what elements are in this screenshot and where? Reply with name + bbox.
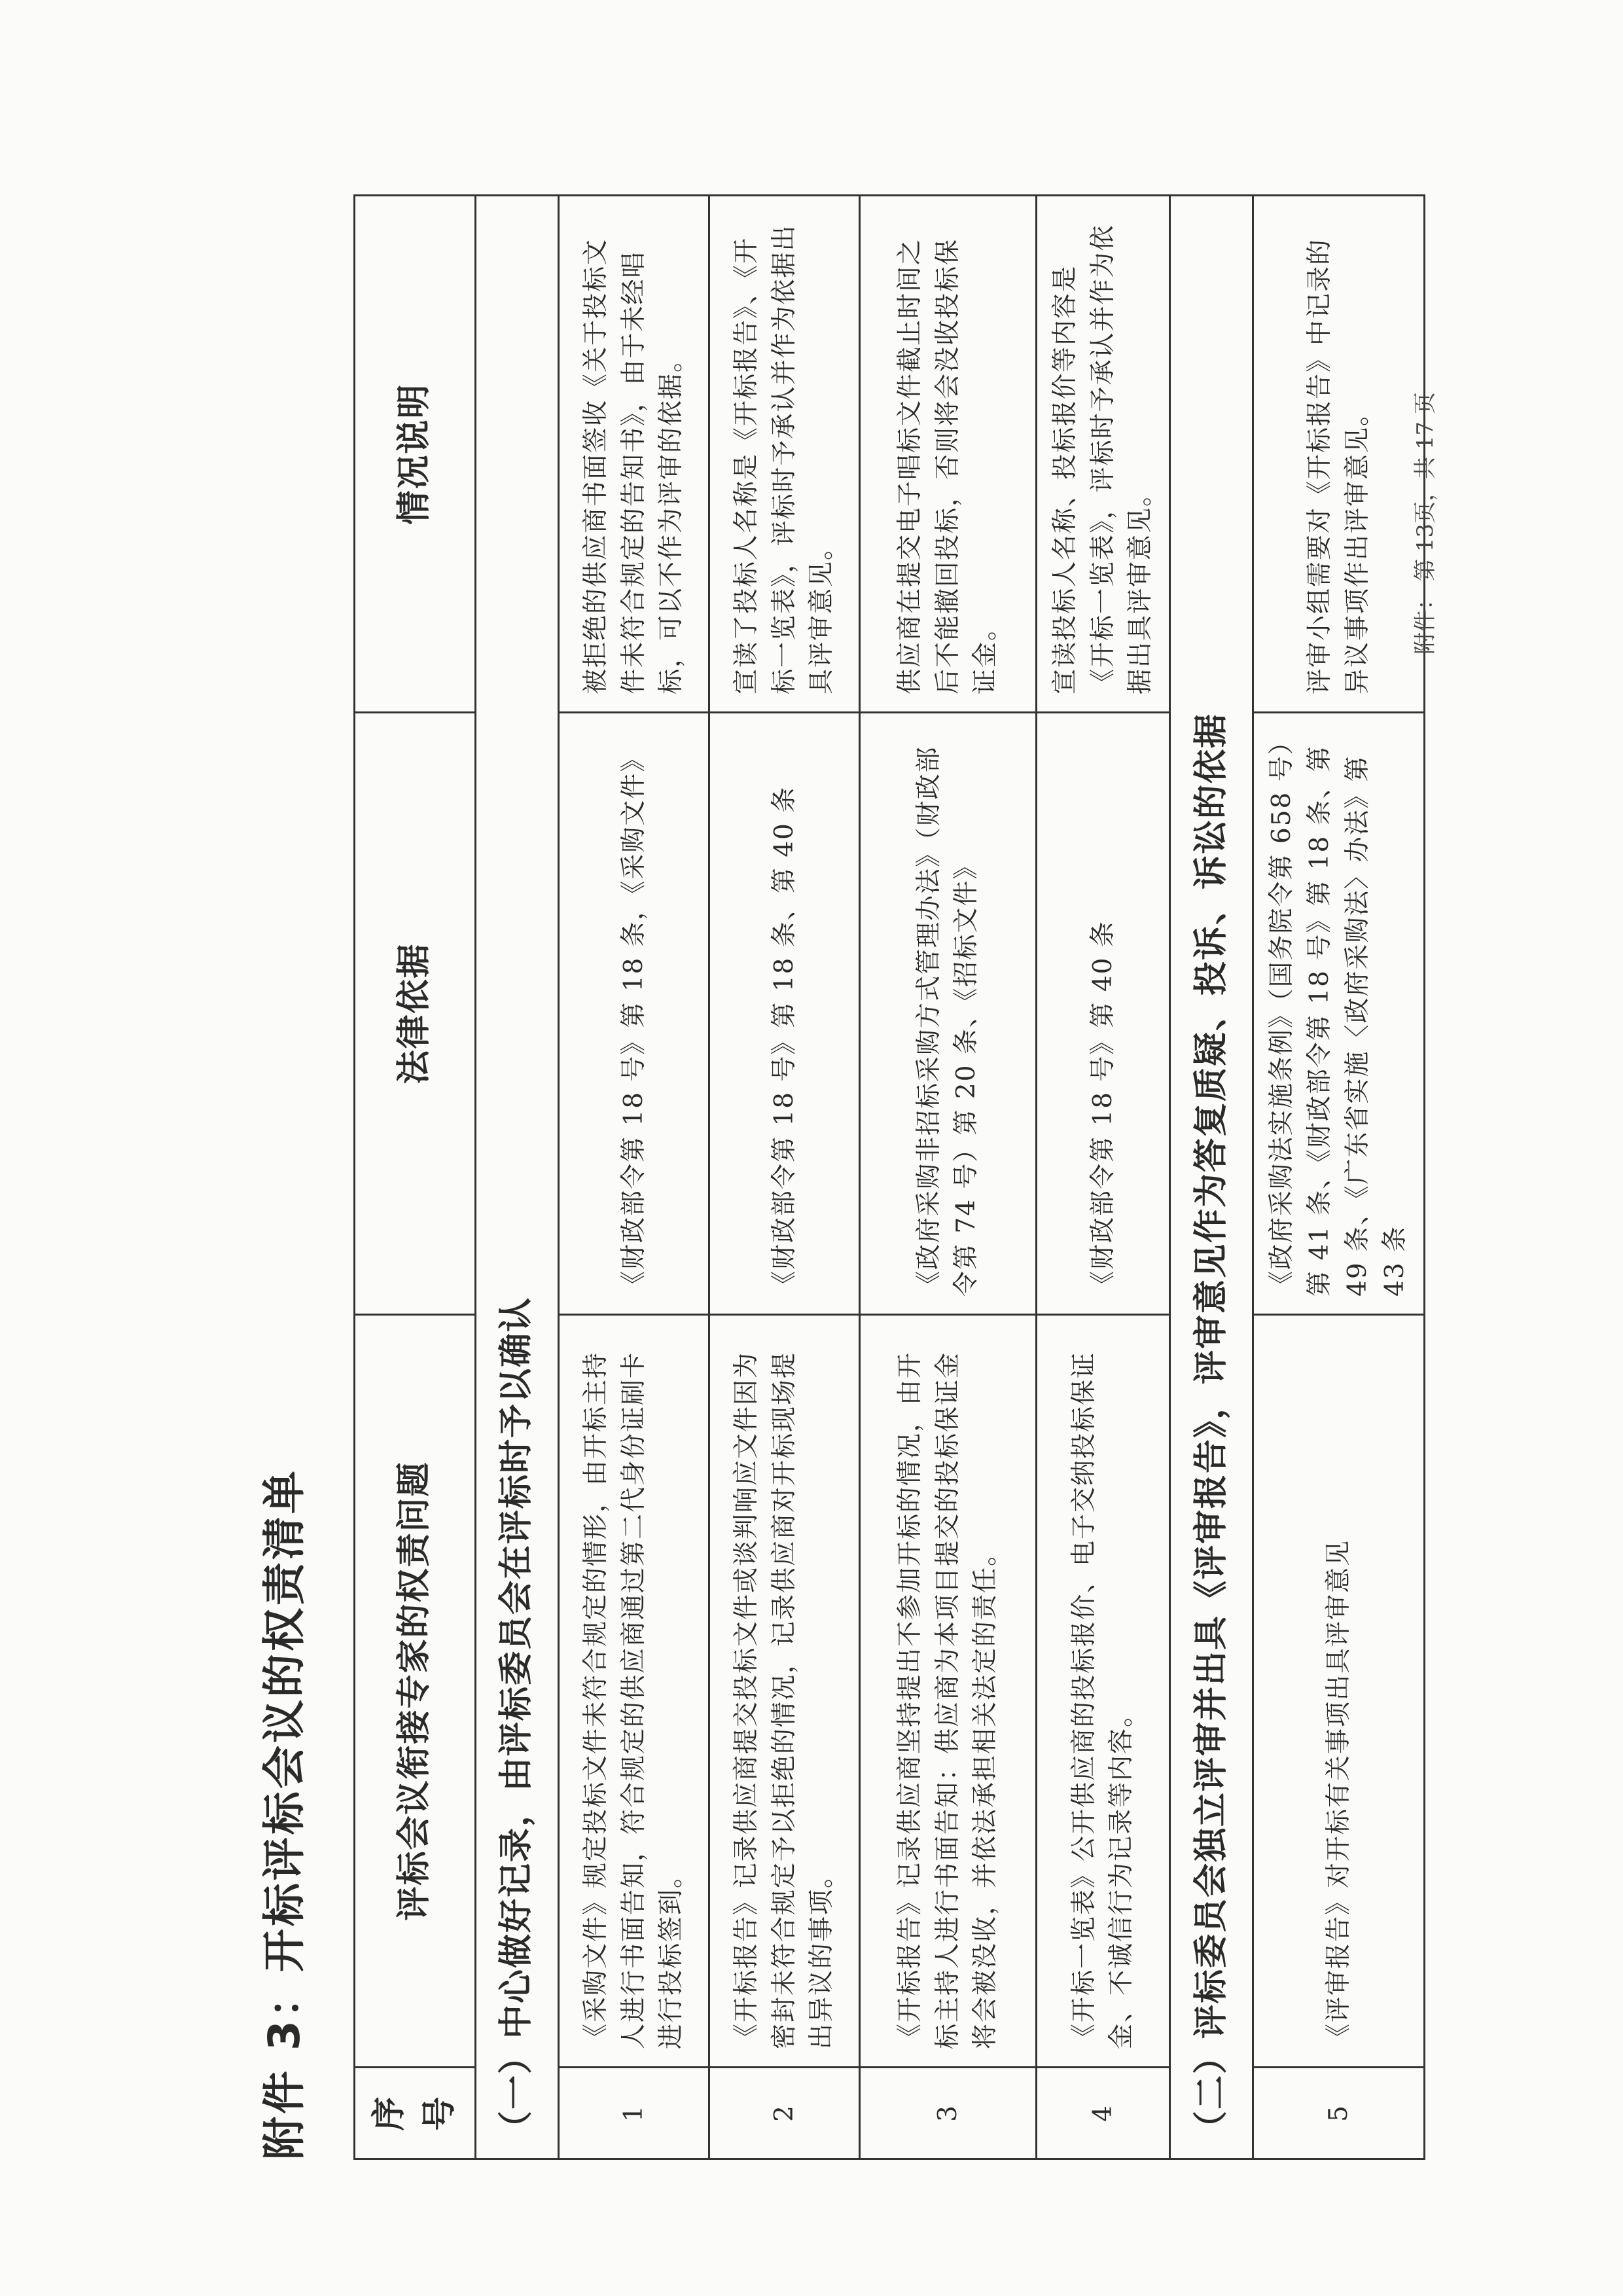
row-issue: 《开标报告》记录供应商坚持提出不参加开标的情况，由开标主持人进行书面告知：供应商为本项目提交的投标保证金将会被没收，并依法承担相关法定的责任。 (859, 1315, 1036, 2068)
table-row (1036, 196, 1169, 2159)
row-num: 1 (558, 2068, 709, 2159)
row-basis: 《财政部令第 18 号》第 40 条 (1036, 713, 1169, 1315)
row-note: 评审小组需要对《开标报告》中记录的异议事项作出评审意见。 (1253, 196, 1425, 713)
row-basis: 《财政部令第 18 号》第 18 条、第 40 条 (709, 713, 859, 1315)
row-issue: 《采购文件》规定投标文件未符合规定的情形，由开标主持人进行书面告知，符合规定的供应商通过第二代身份证刷卡进行投标签到。 (558, 1315, 709, 2068)
header-issue: 评标会议衔接专家的权责问题 (355, 1315, 476, 2068)
row-num: 2 (709, 2068, 859, 2159)
section-title: （一）中心做好记录，由评标委员会在评标时予以确认 (475, 196, 558, 2159)
page-footer (1407, 392, 1439, 661)
page-number: 第 13页，共 17 页 (1412, 392, 1438, 581)
row-num: 3 (859, 2068, 1036, 2159)
table-row (558, 196, 709, 2159)
section-row (1170, 196, 1253, 2159)
row-note: 宣读了投标人名称是《开标报告》、《开标一览表》，评标时予承认并作为依据出具评审意见。 (709, 196, 859, 713)
table-header-row (355, 196, 476, 2159)
responsibility-table (353, 194, 1425, 2160)
row-note: 被拒绝的供应商书面签收《关于投标文件未符合规定的告知书》，由于未经唱标，可以不作为评审的依据。 (558, 196, 709, 713)
section-title: （二）评标委员会独立评审并出具《评审报告》，评审意见作为答复质疑、投诉、诉讼的依据 (1170, 196, 1253, 2159)
row-issue: 《评审报告》对开标有关事项出具评审意见 (1253, 1315, 1425, 2068)
table-row (709, 196, 859, 2159)
row-issue: 《开标报告》记录供应商提交投标文件或谈判响应文件因为密封未符合规定予以拒绝的情况，记录供应商对开标现场提出异议的事项。 (709, 1315, 859, 2068)
page-title: 附件 3：开标评标会议的权责清单 (259, 1468, 310, 2160)
footer-label: 附件： (1412, 588, 1438, 655)
row-basis: 《政府采购非招标采购方式管理办法》（财政部令第 74 号）第 20 条、《招标文件》 (859, 713, 1036, 1315)
row-note: 宣读投标人名称、投标报价等内容是《开标一览表》，评标时予承认并作为依据出具评审意见。 (1036, 196, 1169, 713)
header-note: 情况说明 (355, 196, 476, 713)
rotated-page (236, 196, 1453, 2160)
row-basis: 《财政部令第 18 号》第 18 条，《采购文件》 (558, 713, 709, 1315)
row-issue: 《开标一览表》公开供应商的投标报价、电子交纳投标保证金、不诚信行为记录等内容。 (1036, 1315, 1169, 2068)
row-basis: 《政府采购法实施条例》（国务院令第 658 号）第 41 条、《财政部令第 18 号》第 18 条、第 49 条、《广东省实施〈政府采购法〉办法》第 43 条 (1253, 713, 1425, 1315)
table-row (859, 196, 1036, 2159)
section-row (475, 196, 558, 2159)
table-row (1253, 196, 1425, 2159)
header-basis: 法律依据 (355, 713, 476, 1315)
row-note: 供应商在提交电子唱标文件截止时间之后不能撤回投标，否则将会没收投标保证金。 (859, 196, 1036, 713)
header-num: 序号 (355, 2068, 476, 2159)
row-num: 5 (1253, 2068, 1425, 2159)
row-num: 4 (1036, 2068, 1169, 2159)
